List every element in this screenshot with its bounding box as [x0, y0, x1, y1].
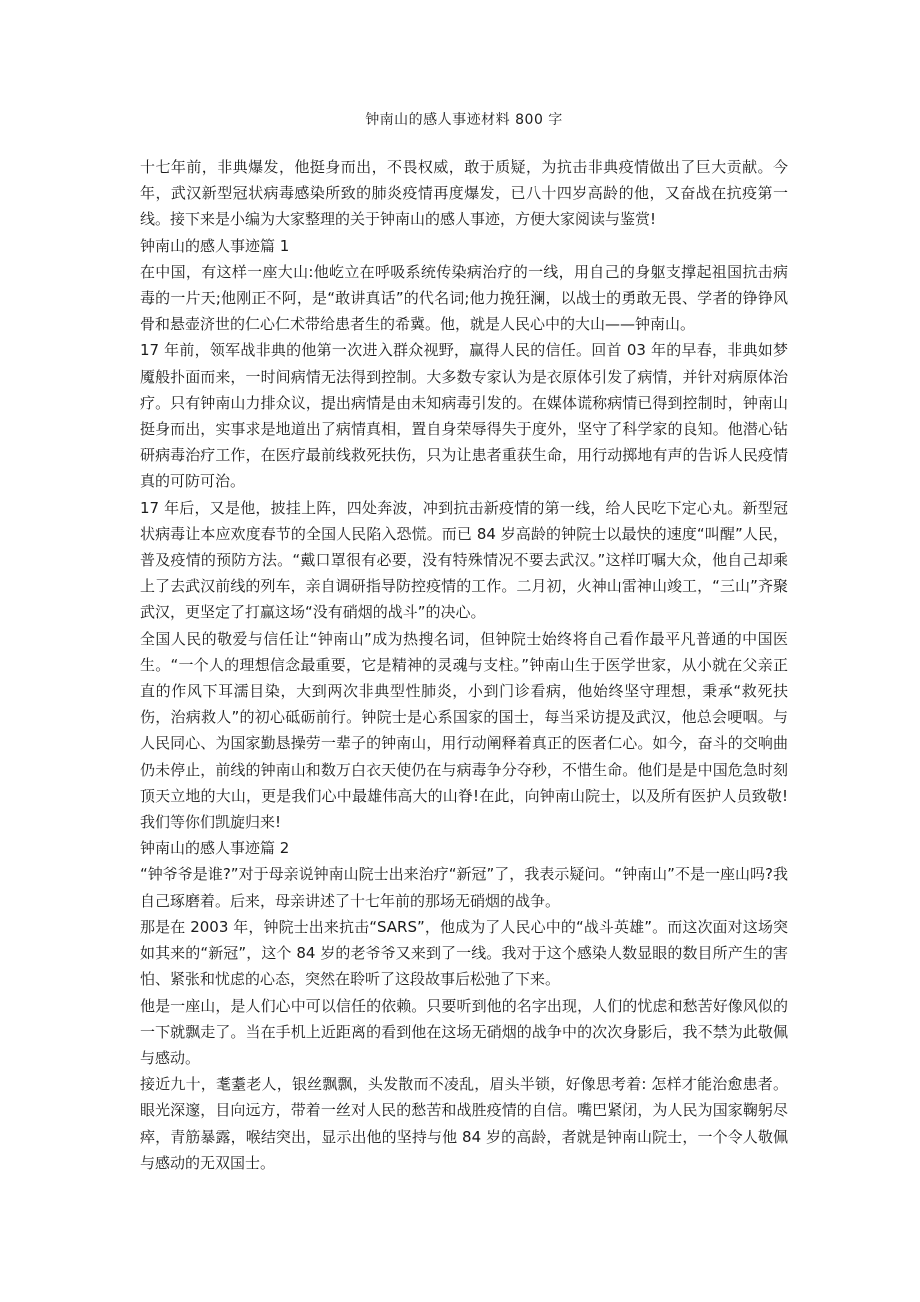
section-2-paragraph-3: 他是一座山，是人们心中可以信任的依赖。只要听到他的名字出现，人们的忧虑和愁苦好像风似的一下就飘走了。当在手机上近距离的看到他在这场无硝烟的战争中的次次身影后，我不禁为此敬佩与感动。: [140, 996, 788, 1067]
section-1-paragraph-4: 全国人民的敬爱与信任让“钟南山”成为热搜名词，但钟院士始终将自己看作最平凡普通的中国医生。“一个人的理想信念最重要，它是精神的灵魂与支柱。”钟南山生于医学世家，从小就在父亲正直的作风下耳濡目染，大到两次非典型性肺炎，小到门诊看病，他始终坚守理想，秉承“救死扶伤，治病救人”的初心砥砺前行。钟院士是心系国家的国士，每当采访提及武汉，他总会哽咽。与人民同心、为国家勤恳操劳一辈子的钟南山，用行动阐释着真正的医者仁心。如今，奋斗的交响曲仍未停止，前线的钟南山和数万白衣天使仍在与病毒争分夺秒，不惜生命。他们是是中国危急时刻顶天立地的大山，更是我们心中最雄伟高大的山脊!在此，向钟南山院士，以及所有医护人员致敬!我们等你们凯旋归来!: [140, 629, 788, 832]
section-2-paragraph-2: 那是在 2003 年，钟院士出来抗击“SARS”，他成为了人民心中的“战斗英雄”。而这次面对这场突如其来的“新冠”，这个 84 岁的老爷爷又来到了一线。我对于这个感染人数显眼的数目所产生的害怕、紧张和忧虑的心态，突然在聆听了这段故事后松弛了下来。: [140, 917, 788, 989]
section-2-paragraph-1: “钟爷爷是谁?”对于母亲说钟南山院士出来治疗“新冠”了，我表示疑问。“钟南山”不是一座山吗?我自己琢磨着。后来，母亲讲述了十七年前的那场无硝烟的战争。: [140, 865, 788, 910]
section-1-paragraph-3: 17 年后，又是他，披挂上阵，四处奔波，冲到抗击新疫情的第一线，给人民吃下定心丸。新型冠状病毒让本应欢度春节的全国人民陷入恐慌。而已 84 岁高龄的钟院士以最快的速度“叫醒”人民，普及疫情的预防方法。“戴口罩很有必要，没有特殊情况不要去武汉。”这样叮嘱大众，他自己却乘上了去武汉前线的列车，亲自调研指导防控疫情的工作。二月初，火神山雷神山竣工，“三山”齐聚武汉，更坚定了打赢这场“没有硝烟的战斗”的决心。: [140, 498, 788, 622]
section-1-paragraph-2: 17 年前，领军战非典的他第一次进入群众视野，赢得人民的信任。回首 03 年的早春，非典如梦魇般扑面而来，一时间病情无法得到控制。大多数专家认为是衣原体引发了病情，并针对病原体治疗。只有钟南山力排众议，提出病情是由未知病毒引发的。在媒体谎称病情已得到控制时，钟南山挺身而出，实事求是地道出了病情真相，置自身荣辱得失于度外，坚守了科学家的良知。他潜心钻研病毒治疗工作，在医疗最前线救死扶伤，只为让患者重获生命，用行动掷地有声的告诉人民疫情真的可防可治。: [140, 341, 788, 491]
section-2-heading: 钟南山的感人事迹篇 2: [140, 839, 290, 858]
section-1-heading: 钟南山的感人事迹篇 1: [140, 236, 290, 255]
section-2-paragraph-4: 接近九十，耄耋老人，银丝飘飘，头发散而不凌乱，眉头半锁，好像思考着: 怎样才能治愈患者。眼光深邃，目向远方，带着一丝对人民的愁苦和战胜疫情的自信。嘴巴紧闭，为人民为国家鞠躬尽瘁，青筋暴露，喉结突出，显示出他的坚持与他 84 岁的高龄，者就是钟南山院士，一个令人敬佩与感动的无双国士。: [140, 1075, 788, 1172]
section-1-paragraph-1: 在中国，有这样一座大山:他屹立在呼吸系统传染病治疗的一线，用自己的身躯支撑起祖国抗击病毒的一片天;他刚正不阿，是“敢讲真话”的代名词;他力挽狂澜，以战士的勇敢无畏、学者的铮铮风骨和悬壶济世的仁心仁术带给患者生的希冀。他，就是人民心中的大山——钟南山。: [140, 262, 788, 334]
document-page: [140, 110, 788, 1176]
document-title: 钟南山的感人事迹材料 800 字: [365, 112, 563, 128]
intro-paragraph: 十七年前，非典爆发，他挺身而出，不畏权威，敢于质疑，为抗击非典疫情做出了巨大贡献。今年，武汉新型冠状病毒感染所致的肺炎疫情再度爆发，已八十四岁高龄的他，又奋战在抗疫第一线。接下来是小编为大家整理的关于钟南山的感人事迹，方便大家阅读与鉴赏!: [140, 158, 788, 229]
